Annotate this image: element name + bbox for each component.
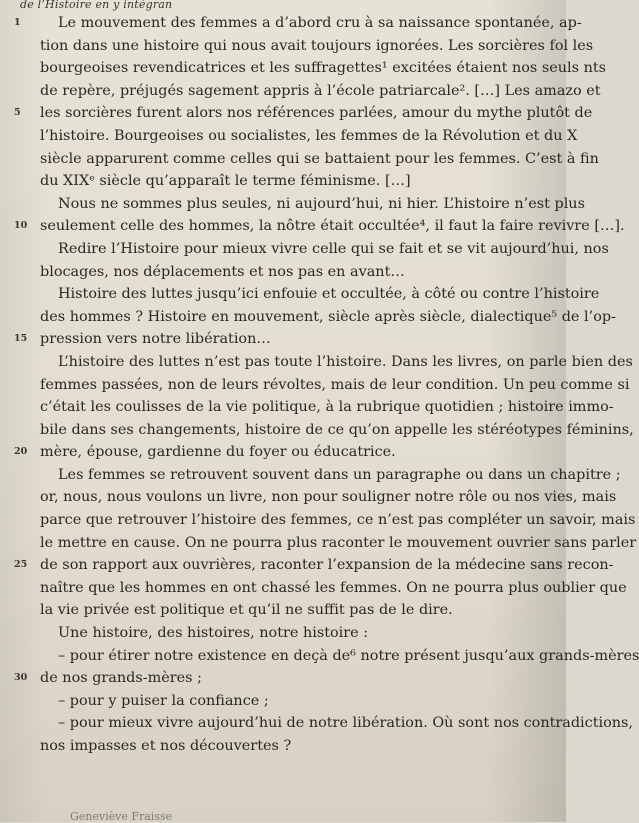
line-number: 1 xyxy=(14,17,21,28)
text-line xyxy=(14,102,593,125)
body-text xyxy=(14,12,639,758)
text-line xyxy=(22,735,562,758)
text-line xyxy=(14,554,614,577)
line-text: les sorcières furent alors nos références parlées, amour du mythe plutôt de xyxy=(40,105,593,122)
line-text: pression vers notre libération… xyxy=(40,331,271,348)
text-line xyxy=(22,599,562,622)
text-line xyxy=(22,419,634,442)
text-line xyxy=(22,306,616,329)
line-text: des hommes ? Histoire en mouvement, siècle après siècle, dialectique⁵ de l’op- xyxy=(40,308,616,325)
text-line xyxy=(14,328,562,351)
text-line xyxy=(22,238,609,261)
text-line xyxy=(22,261,562,284)
line-text: de repère, préjugés sagement appris à l’école patriarcale². […] Les amazo et xyxy=(40,82,601,99)
line-text: nos impasses et nos découvertes ? xyxy=(40,738,292,754)
line-number: 30 xyxy=(14,672,28,684)
line-number: 20 xyxy=(14,446,28,458)
text-line xyxy=(14,441,562,464)
line-text: Nous ne sommes plus seules, ni aujourd’hui, ni hier. L’histoire n’est plus xyxy=(58,195,585,212)
line-text: Le mouvement des femmes a d’abord cru à sa naissance spontanée, ap- xyxy=(58,15,582,31)
text-line xyxy=(22,148,599,171)
line-number: 25 xyxy=(14,559,28,571)
text-line xyxy=(22,193,585,216)
line-text: siècle apparurent comme celles qui se battaient pour les femmes. C’est à fin xyxy=(40,150,599,167)
line-text: de nos grands-mères ; xyxy=(40,670,202,687)
text-line xyxy=(22,532,637,555)
text-line xyxy=(22,80,601,103)
line-number: 5 xyxy=(14,107,21,119)
line-text: – pour y puiser la confiance ; xyxy=(58,692,269,709)
line-text: naître que les hommes en ont chassé les femmes. On ne pourra plus oublier que xyxy=(40,579,627,596)
text-line xyxy=(22,690,562,713)
line-text: c’était les coulisses de la vie politique, à la rubrique quotidien ; histoire immo- xyxy=(40,399,614,416)
line-text: le mettre en cause. On ne pourra plus raconter le mouvement ouvrier sans parler xyxy=(40,534,637,551)
line-text: seulement celle des hommes, la nôtre était occultée⁴, il faut la faire revivre […]. xyxy=(40,218,625,235)
line-text: l’histoire. Bourgeoises ou socialistes, les femmes de la Révolution et du X xyxy=(40,127,578,144)
text-line xyxy=(22,35,594,58)
line-text: bile dans ses changements, histoire de ce qu’on appelle les stéréotypes féminins, xyxy=(40,421,634,438)
text-line xyxy=(22,712,633,735)
line-text: du XIXᵉ siècle qu’apparaît le terme féminisme. […] xyxy=(40,173,411,190)
line-text: bourgeoises revendicatrices et les suffragettes¹ excitées étaient nos seuls nts xyxy=(40,60,607,77)
text-line xyxy=(22,374,630,397)
text-line xyxy=(22,577,627,600)
text-line xyxy=(22,622,562,645)
text-line xyxy=(22,170,562,193)
running-header: de l’Histoire en y intégran xyxy=(20,0,173,11)
footer-fragment: Geneviève Fraisse xyxy=(70,810,173,823)
text-line xyxy=(14,215,625,238)
text-line xyxy=(22,396,614,419)
text-line xyxy=(22,57,607,80)
text-line xyxy=(14,667,562,690)
line-text: tion dans une histoire qui nous avait toujours ignorées. Les sorcières fol les xyxy=(40,37,594,54)
line-text: or, nous, nous voulons un livre, non pour souligner notre rôle ou nos vies, mais xyxy=(40,489,617,506)
line-text: Les femmes se retrouvent souvent dans un paragraphe ou dans un chapitre ; xyxy=(58,466,621,483)
line-text: – pour mieux vivre aujourd’hui de notre libération. Où sont nos contradictions, xyxy=(58,715,633,732)
text-line xyxy=(22,283,600,306)
line-text: la vie privée est politique et qu’il ne suffit pas de le dire. xyxy=(40,602,453,619)
text-line xyxy=(22,351,633,374)
text-line xyxy=(22,125,578,148)
text-line xyxy=(14,12,582,35)
line-text: L’histoire des luttes n’est pas toute l’histoire. Dans les livres, on parle bien des xyxy=(58,353,633,370)
line-text: femmes passées, non de leurs révoltes, mais de leur condition. Un peu comme si xyxy=(40,376,630,393)
line-text: de son rapport aux ouvrières, raconter l’expansion de la médecine sans recon- xyxy=(40,557,614,574)
line-text: Une histoire, des histoires, notre histoire : xyxy=(58,625,369,642)
text-line xyxy=(22,464,621,487)
line-number: 10 xyxy=(14,220,28,232)
text-line xyxy=(22,645,639,668)
line-text: mère, épouse, gardienne du foyer ou éducatrice. xyxy=(40,444,396,461)
line-text: – pour étirer notre existence en deçà de⁶ notre présent jusqu’aux grands-mères xyxy=(58,647,639,664)
text-line xyxy=(22,486,617,509)
line-text: Redire l’Histoire pour mieux vivre celle qui se fait et se vit aujourd’hui, nos xyxy=(58,240,609,257)
line-text: Histoire des luttes jusqu’ici enfouie et occultée, à côté ou contre l’histoire xyxy=(58,286,600,303)
text-line xyxy=(22,509,636,532)
line-number: 15 xyxy=(14,333,28,345)
line-text: blocages, nos déplacements et nos pas en avant… xyxy=(40,263,405,280)
line-text: parce que retrouver l’histoire des femmes, ce n’est pas compléter un savoir, mais xyxy=(40,512,636,529)
